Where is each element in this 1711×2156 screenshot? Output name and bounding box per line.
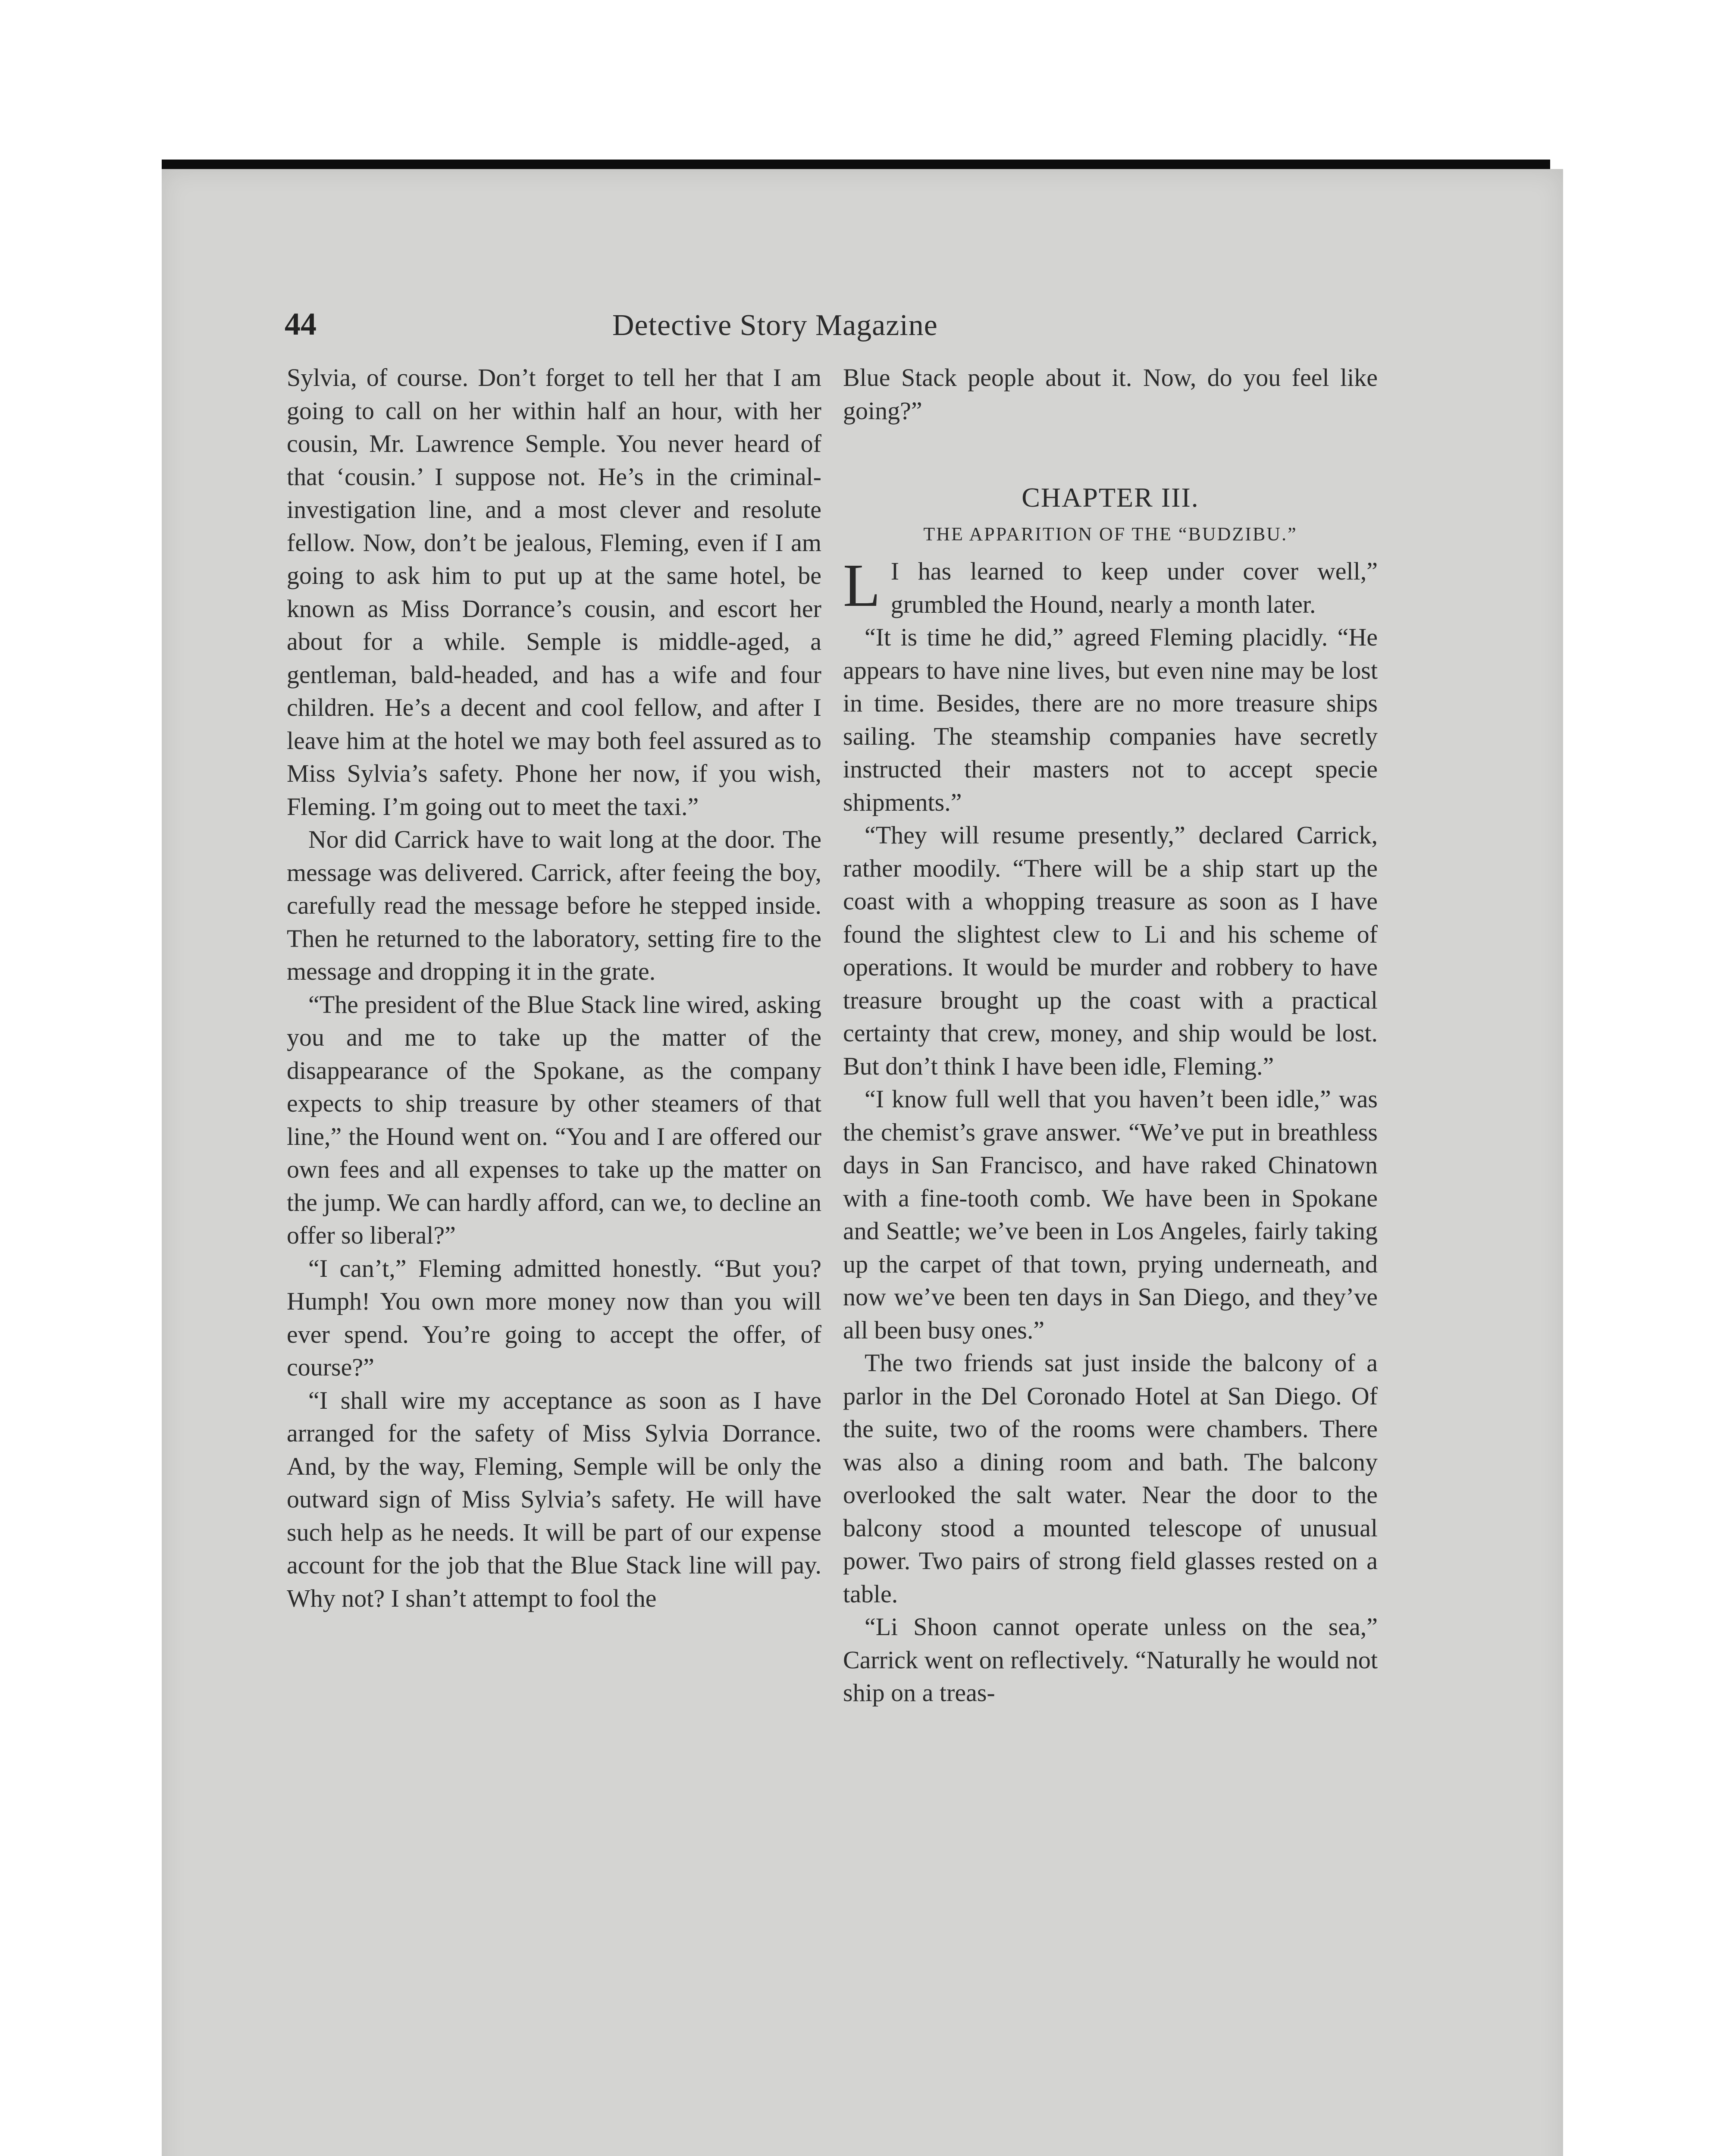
chapter-subtitle: THE APPARITION OF THE “BUDZIBU.” [923,523,1297,545]
paragraph: Blue Stack people about it. Now, do you feel like going?” [843,364,1378,425]
right-column [843,361,1378,1710]
paragraph: Nor did Carrick have to wait long at the door. The message was delivered. Carrick, after feeing the boy, carefully read the message before he stepped inside. Then he returned to the laboratory, setting fire to the message and dropping it in the grate. [287,825,821,985]
paragraph: “I know full well that you haven’t been idle,” was the chemist’s grave answer. “We’ve put in breathless days in San Francisco, and have raked Chinatown with a fine-tooth comb. We have been in Spokane and Seattle; we’ve been in Los Angeles, fairly taking up the carpet of that town, prying underneath, and now we’ve been ten days in San Diego, and they’ve all been busy ones.” [843,1085,1378,1344]
left-column [287,361,821,1615]
chapter-opening-paragraph [843,551,1378,621]
chapter-opening-text: I has learned to keep under cover well,” grumbled the Hound, nearly a month later. [890,557,1378,618]
running-head: Detective Story Magazine [612,309,938,342]
paragraph: “Li Shoon cannot operate unless on the sea,” Carrick went on reflectively. “Naturally he would not ship on a treas- [843,1613,1378,1707]
paragraph: “I can’t,” Fleming admitted honestly. “But you? Humph! You own more money now than you will ever spend. You’re going to accept the offer, of course?” [287,1254,821,1381]
paragraph: “They will resume presently,” declared Carrick, rather moodily. “There will be a ship start up the coast with a whopping treasure as soon as I have found the slightest clew to Li and his scheme of operations. It would be murder and robbery to have treasure brought up the coast with a practical certainty that crew, money, and ship would be lost. But don’t think I have been idle, Fleming.” [843,821,1378,1080]
paragraph: The two friends sat just inside the balcony of a parlor in the Del Coronado Hotel at San Diego. Of the suite, two of the rooms were chambers. There was also a dining room and bath. The balcony overlooked the salt water. Near the door to the balcony stood a mounted telescope of unusual power. Two pairs of strong field glasses rested on a table. [843,1349,1378,1608]
chapter-title: CHAPTER III. [1022,482,1199,513]
paragraph: “I shall wire my acceptance as soon as I have arranged for the safety of Miss Sylvia Dorrance. And, by the way, Fleming, Semple will be only the outward sign of Miss Sylvia’s safety. He will have such help as he needs. It will be part of our expense account for the job that the Blue Stack line will pay. Why not? I shan’t attempt to fool the [287,1386,821,1612]
page-number: 44 [285,307,317,342]
paragraph: Sylvia, of course. Don’t forget to tell her that I am going to call on her within half an hour, with her cousin, Mr. Lawrence Semple. You never heard of that ‘cousin.’ I suppose not. He’s in the criminal-investigation line, and a most clever and resolute fellow. Now, don’t be jealous, Fleming, even if I am going to ask him to put up at the same hotel, be known as Miss Dorrance’s cousin, and escort her about for a while. Semple is middle-aged, a gentleman, bald-headed, and has a wife and four children. He’s a decent and cool fellow, and after I leave him at the hotel we may both feel assured as to Miss Sylvia’s safety. Phone her now, if you wish, Fleming. I’m going out to meet the taxi.” [287,364,821,821]
paragraph: “The president of the Blue Stack line wired, asking you and me to take up the matter of the disappearance of the Spokane, as the company expects to ship treasure by other steamers of that line,” the Hound went on. “You and I are offered our own fees and all expenses to take up the matter on the jump. We can hardly afford, can we, to decline an offer so liberal?” [287,990,821,1249]
drop-cap: L [843,551,881,619]
top-edge-rule [162,160,1550,169]
paragraph: “It is time he did,” agreed Fleming placidly. “He appears to have nine lives, but even nine may be lost in time. Besides, there are no more treasure ships sailing. The steamship companies have secretly instructed their masters not to accept specie shipments.” [843,623,1378,816]
